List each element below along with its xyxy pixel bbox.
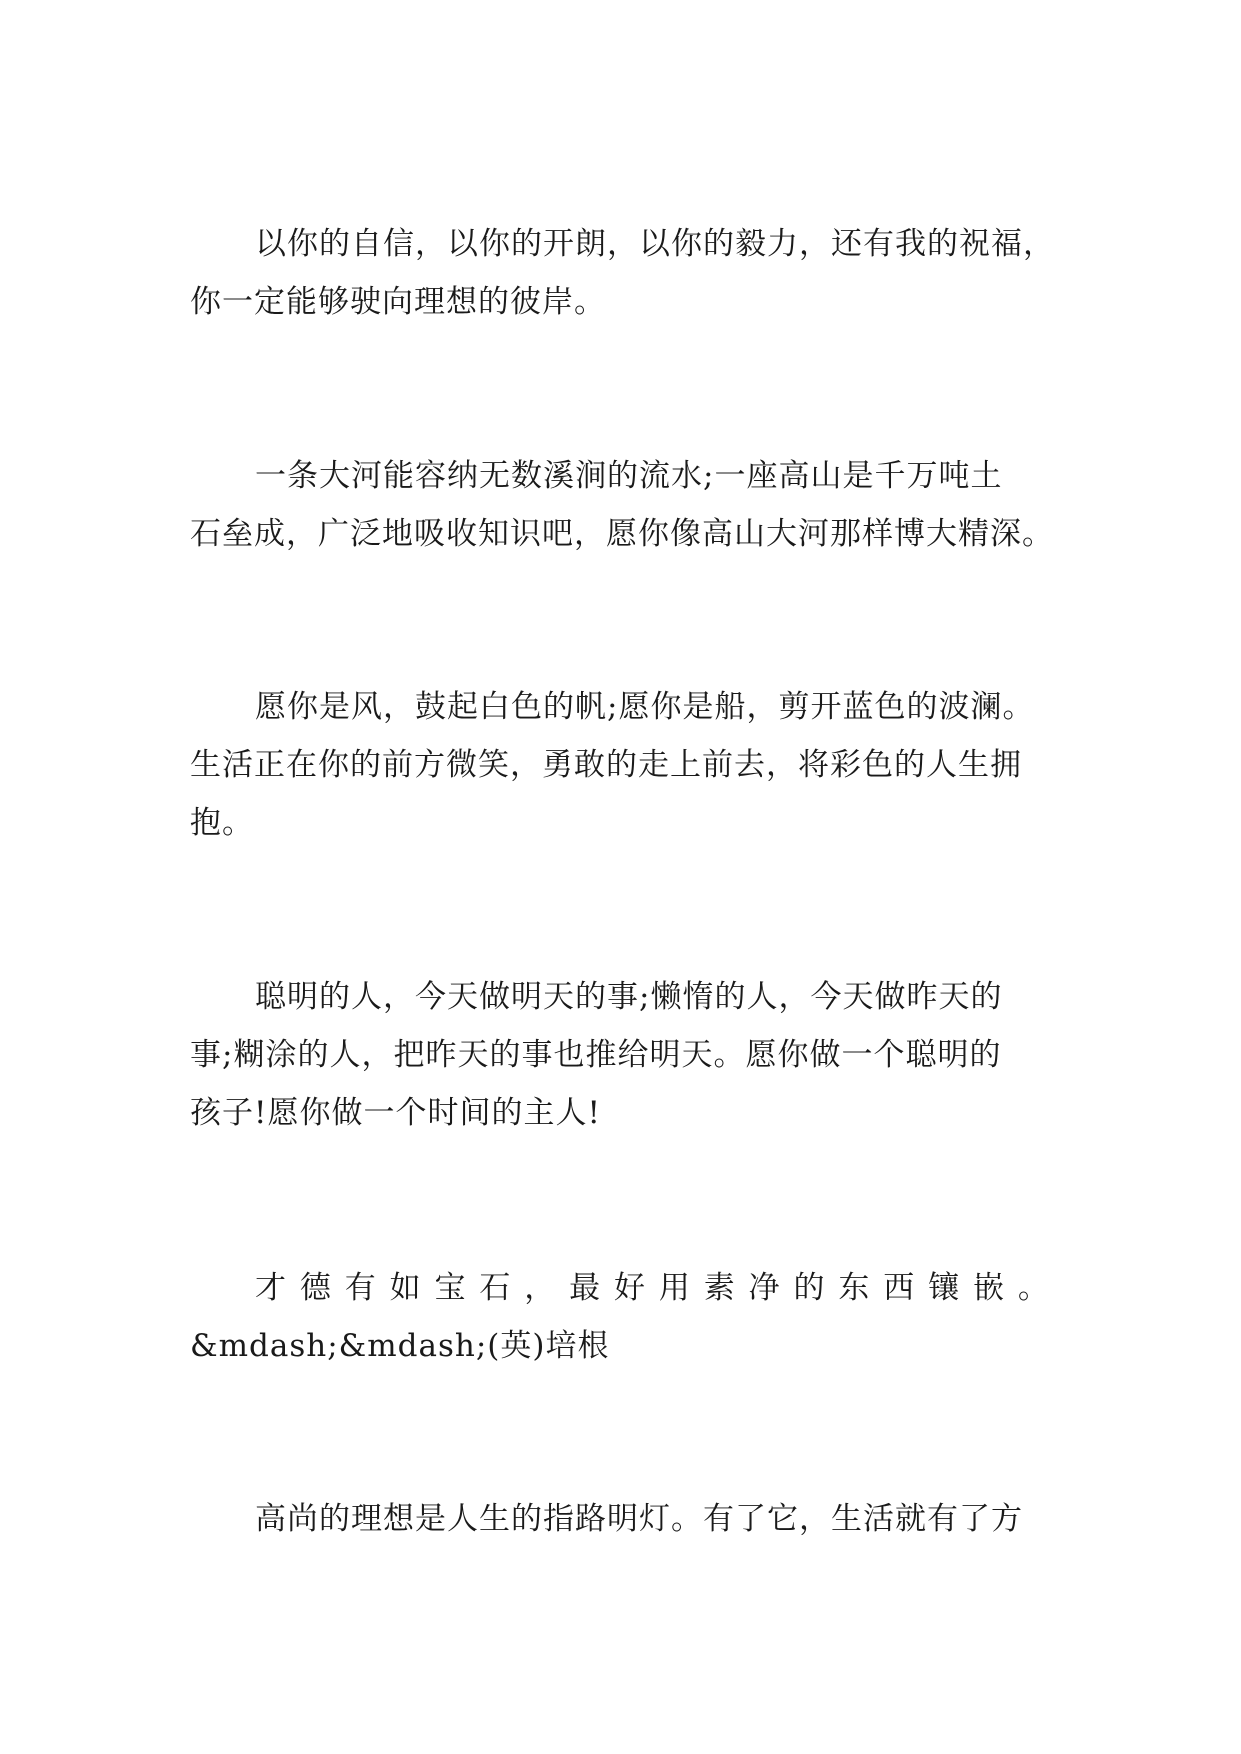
spread-char: 嵌: [973, 1270, 1005, 1306]
paragraph-3-line-3: 抱。: [190, 805, 254, 841]
spread-char: 素: [703, 1270, 736, 1306]
paragraph-3-line-2: 生活正在你的前方微笑，勇敢的走上前去，将彩色的人生拥: [190, 747, 1022, 783]
spread-char: 石: [479, 1270, 512, 1306]
spread-char: 宝: [434, 1270, 467, 1306]
paragraph-5-line-2: &mdash;&mdash;(英)培根: [190, 1328, 610, 1364]
paragraph-6-line-1: 高尚的理想是人生的指路明灯。有了它，生活就有了方: [255, 1501, 1023, 1537]
spread-char: 有: [344, 1270, 377, 1306]
spread-char: 净: [748, 1270, 781, 1306]
paragraph-4-line-1: 聪明的人，今天做明天的事;懒惰的人，今天做昨天的: [255, 979, 1003, 1015]
spread-char: 最: [569, 1270, 602, 1306]
paragraph-4-line-3: 孩子!愿你做一个时间的主人!: [190, 1095, 601, 1131]
paragraph-5-line-1: [255, 1270, 1050, 1306]
spread-char: 用: [658, 1270, 691, 1306]
paragraph-4-line-2: 事;糊涂的人，把昨天的事也推给明天。愿你做一个聪明的: [190, 1037, 1002, 1073]
paragraph-1-line-2: 你一定能够驶向理想的彼岸。: [190, 284, 606, 320]
spread-char: 西: [883, 1270, 916, 1306]
spread-char: 镶: [928, 1270, 961, 1306]
paragraph-2-line-1: 一条大河能容纳无数溪涧的流水;一座高山是千万吨土: [255, 458, 1003, 494]
paragraph-1-line-1: 以你的自信，以你的开朗，以你的毅力，还有我的祝福，: [255, 226, 1055, 262]
spread-char: 。: [1017, 1270, 1050, 1306]
spread-char: ，: [524, 1270, 557, 1306]
spread-char: 东: [838, 1270, 871, 1306]
spread-char: 好: [614, 1270, 646, 1306]
spread-char: 才: [255, 1270, 287, 1306]
paragraph-3-line-1: 愿你是风，鼓起白色的帆;愿你是船，剪开蓝色的波澜。: [255, 689, 1035, 725]
spread-char: 如: [389, 1270, 422, 1306]
spread-char: 德: [299, 1270, 332, 1306]
spread-char: 的: [793, 1270, 826, 1306]
paragraph-2-line-2: 石垒成，广泛地吸收知识吧，愿你像高山大河那样博大精深。: [190, 516, 1054, 552]
